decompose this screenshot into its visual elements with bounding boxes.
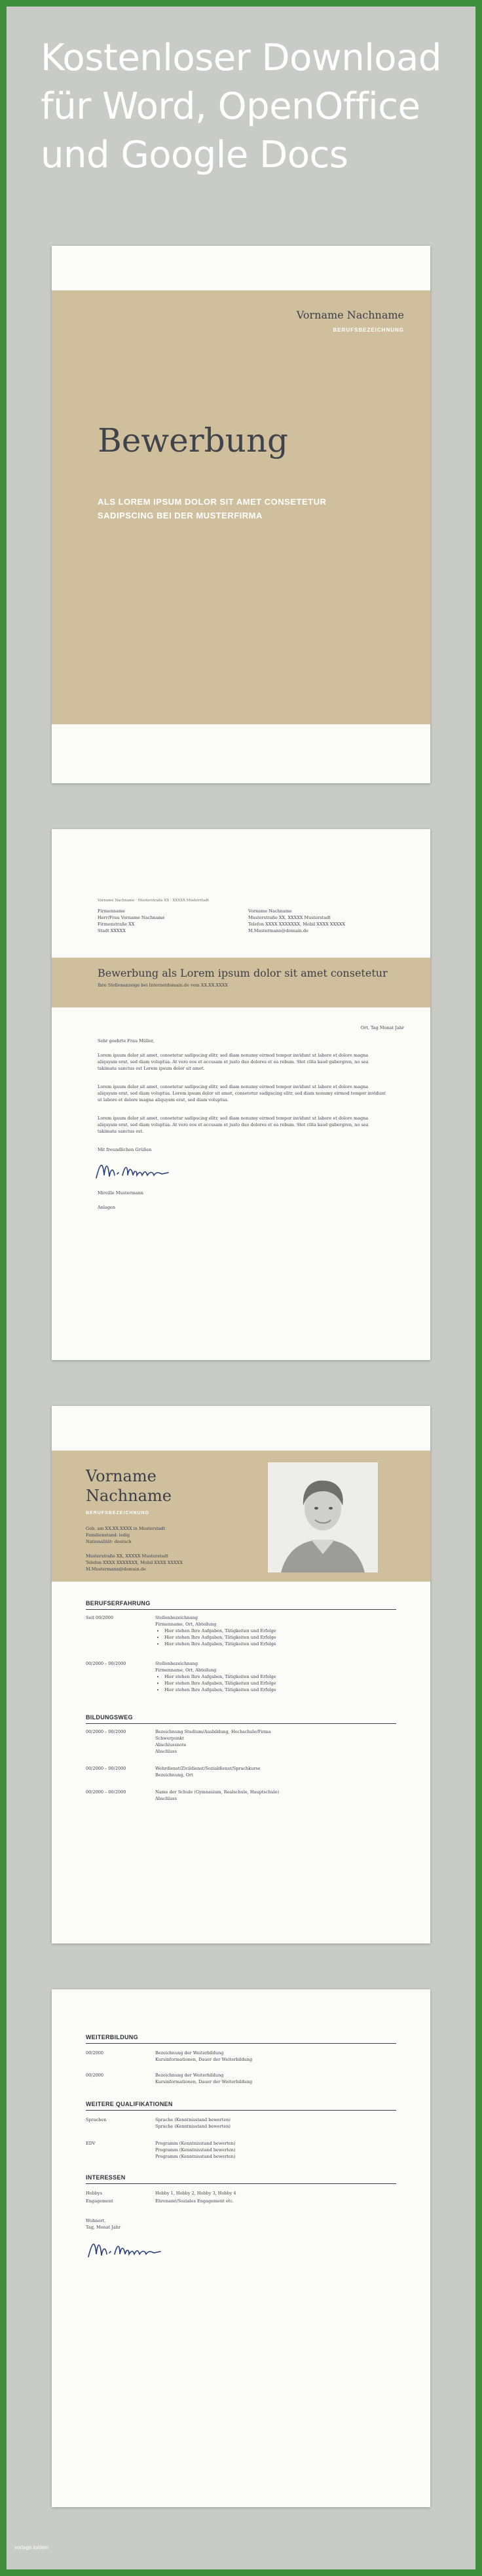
qualification-entry	[155, 2117, 391, 2130]
section-divider	[86, 1609, 396, 1610]
section-divider	[86, 2043, 396, 2044]
qualification-line: Programm (Kenntnisstand bewerten)	[155, 2141, 236, 2146]
address-line: Firmenname	[98, 908, 125, 914]
address-line: Firmenstraße XX	[98, 922, 135, 927]
hero-heading	[41, 34, 460, 180]
qualification-line: Sprache (Kenntnisstand bewerten)	[155, 2124, 231, 2129]
recipient-address	[98, 908, 164, 934]
further-line: Bezeichnung der Weiterbildung	[155, 2073, 224, 2078]
section-divider	[86, 2183, 396, 2184]
signature-icon	[94, 1156, 172, 1188]
letter-paragraph: Lorem ipsum dolor sit amet, consetetur sadipscing elitr, sed diam nonumy eirmod tempor invidunt ut labore et dolore magna aliquyam erat, sed diam voluptua. Lorem ipsum dolor sit amet, consetetur sadipscing elitr, sed diam nonumy eirmod tempor invidunt ut labore et dolore magna aliquyam erat, sed diam voluptua.	[98, 1084, 386, 1103]
info-line: Familienstand: ledig	[86, 1532, 130, 1538]
education-line: Name der Schule (Gymnasium, Realschule, Hauptschule)	[155, 1789, 280, 1795]
education-line: Schwerpunkt	[155, 1736, 184, 1741]
task-bullet: • Hier stehen Ihre Aufgaben, Tätigkeiten und Erfolge	[164, 1687, 391, 1693]
education-entry	[155, 1765, 391, 1778]
experience-entry	[155, 1660, 391, 1693]
education-entry	[155, 1789, 391, 1802]
further-line: Kursinformationen, Dauer der Weiterbildung	[155, 2057, 253, 2062]
period: 00/2000 – 00/2000	[86, 1661, 126, 1666]
task-bullet: • Hier stehen Ihre Aufgaben, Tätigkeiten und Erfolge	[164, 1680, 391, 1687]
cv-contact-info	[86, 1553, 183, 1572]
qualification-line: Programm (Kenntnisstand bewerten)	[155, 2154, 236, 2159]
task-bullet: • Hier stehen Ihre Aufgaben, Tätigkeiten und Erfolge	[164, 1628, 391, 1634]
address-line: Stadt XXXXX	[98, 928, 126, 933]
company: Firmenname, Ort, Abteilung	[155, 1668, 217, 1673]
cv-page-2	[52, 1989, 430, 2507]
letter-subject: Bewerbung als Lorem ipsum dolor sit amet consetetur	[98, 967, 388, 979]
period: Seit 00/2000	[86, 1615, 114, 1620]
qualification-entry	[155, 2140, 391, 2160]
portrait-photo	[268, 1462, 378, 1572]
info-line: M.Mustermann@domain.de	[86, 1567, 146, 1572]
task-bullet: • Hier stehen Ihre Aufgaben, Tätigkeiten und Erfolge	[164, 1641, 391, 1647]
task-bullet: • Hier stehen Ihre Aufgaben, Tätigkeiten und Erfolge	[164, 1634, 391, 1641]
education-line: Wehrdienst/Zivildienst/Sozialdienst/Sprachkurse	[155, 1766, 261, 1771]
sender-contact	[248, 908, 345, 934]
education-line: Abschluss	[155, 1796, 177, 1801]
education-line: Abschluss	[155, 1749, 177, 1754]
section-divider	[86, 2110, 396, 2111]
info-line: Telefon XXXX XXXXXXX, Mobil XXXX XXXXX	[86, 1560, 183, 1565]
letter-page	[52, 829, 430, 1360]
experience-entry	[155, 1614, 391, 1647]
company: Firmenname, Ort, Abteilung	[155, 1622, 217, 1627]
section-divider	[86, 1723, 396, 1724]
signer-name: Mireille Mustermann	[98, 1190, 143, 1196]
attachments-label: Anlagen	[98, 1205, 116, 1210]
letter-date: Ort, Tag Monat Jahr	[360, 1025, 404, 1030]
info-line: Geb. am XX.XX.XXXX in Musterstadt	[86, 1526, 166, 1531]
cv-name	[86, 1466, 172, 1506]
cv-page	[52, 1406, 430, 1943]
qualification-line: Sprache (Kenntnisstand bewerten)	[155, 2117, 231, 2122]
cover-subtitle: ALS LOREM IPSUM DOLOR SIT AMET CONSETETUR SADIPSCING BEI DER MUSTERFIRMA	[98, 497, 327, 520]
credit-text: vorlage.io/dein	[14, 2545, 49, 2550]
cover-name: Vorname Nachname	[296, 309, 404, 321]
letter-subject-sub: Ihre Stellenanzeige bei Internetdomain.de vom XX.XX.XXXX	[98, 983, 228, 988]
education-heading: BILDUNGSWEG	[86, 1714, 133, 1721]
education-line: Bezeichnung, Ort	[155, 1772, 193, 1778]
contact-line: Vorname Nachname	[248, 908, 292, 914]
interest-label: Hobbys	[86, 2191, 102, 2196]
education-entry	[155, 1728, 391, 1755]
contact-line: Telefon XXXX XXXXXXX, Mobil XXXX XXXXX	[248, 922, 345, 927]
interest-label: Engagement	[86, 2198, 113, 2204]
info-line: Nationalität: deutsch	[86, 1539, 132, 1544]
education-line: Abschlussnote	[155, 1742, 187, 1747]
contact-line: M.Mustermann@domain.de	[248, 928, 308, 933]
task-bullet: • Hier stehen Ihre Aufgaben, Tätigkeiten und Erfolge	[164, 1673, 391, 1680]
letter-greeting: Sehr geehrte Frau Müller,	[98, 1038, 155, 1044]
sender-line: Vorname Nachname · Musterstraße XX · XXXXX Musterstadt	[98, 899, 209, 903]
contact-line: Musterstraße XX, XXXXX Musterstadt	[248, 915, 331, 920]
letter-paragraph: Lorem ipsum dolor sit amet, consetetur sadipscing elitr, sed diam nonumy eirmod tempor invidunt ut labore et dolore magna aliquyam erat, sed diam voluptua. At vero eos et accusam et justo duo dolores et ea rebum. Stet clita kasd gubergren, no sea takimata sanctus est Lorem ipsum dolor sit amet.	[98, 1053, 369, 1071]
place-date	[86, 2217, 120, 2231]
cover-profession: BERUFSBEZEICHNUNG	[333, 327, 404, 333]
further-entry	[155, 2072, 391, 2085]
further-line: Bezeichnung der Weiterbildung	[155, 2050, 224, 2056]
hero-line: und Google Docs	[41, 134, 348, 176]
letter-closing: Mit freundlichen Grüßen	[98, 1147, 152, 1152]
period: 00/2000 – 00/2000	[86, 1729, 126, 1734]
qualification-label: EDV	[86, 2141, 96, 2146]
place-line: Wohnort,	[86, 2218, 106, 2223]
education-line: Bezeichnung Studium/Ausbildung, Hochschule/Firma	[155, 1729, 271, 1734]
cv-last-name: Nachname	[86, 1487, 172, 1505]
qualification-label: Sprachen	[86, 2117, 107, 2122]
address-line: Herr/Frau Vorname Nachname	[98, 915, 165, 920]
period: 00/2000	[86, 2050, 104, 2056]
cover-page	[52, 246, 430, 783]
experience-heading: BERUFSERFAHRUNG	[86, 1600, 151, 1607]
signature-icon	[86, 2234, 164, 2267]
cv-profession: BERUFSBEZEICHNUNG	[86, 1511, 150, 1515]
cv-personal-info	[86, 1525, 165, 1545]
info-line: Musterstraße XX, XXXXX Musterstadt	[86, 1553, 168, 1559]
interests-heading: INTERESSEN	[86, 2174, 126, 2181]
period: 00/2000	[86, 2073, 104, 2078]
interest-value: Hobby 1, Hobby 2, Hobby 3, Hobby 4	[155, 2191, 236, 2196]
further-entry	[155, 2050, 391, 2063]
hero-line: Kostenloser Download	[41, 37, 441, 79]
period: 00/2000 – 00/2000	[86, 1766, 126, 1771]
cv-first-name: Vorname	[86, 1467, 157, 1485]
interest-value: Ehrenamt/Soziales Engagement etc.	[155, 2198, 234, 2204]
job-title: Stellenbezeichnung	[155, 1661, 198, 1666]
cover-title: Bewerbung	[98, 421, 289, 459]
letter-paragraph: Lorem ipsum dolor sit amet, consetetur sadipscing elitr, sed diam nonumy eirmod tempor invidunt ut labore et dolore magna aliquyam erat, sed diam voluptua. At vero eos et accusam et justo duo dolores et ea rebum. Stet clita kasd gubergren, no sea takimata sanctus est.	[98, 1116, 369, 1134]
qualifications-heading: WEITERE QUALIFIKATIONEN	[86, 2101, 173, 2107]
further-education-heading: WEITERBILDUNG	[86, 2034, 138, 2040]
further-line: Kursinformationen, Dauer der Weiterbildung	[155, 2079, 253, 2084]
job-title: Stellenbezeichnung	[155, 1615, 198, 1620]
qualification-line: Programm (Kenntnisstand bewerten)	[155, 2147, 236, 2153]
period: 00/2000 – 00/2000	[86, 1789, 126, 1795]
hero-line: für Word, OpenOffice	[41, 85, 420, 128]
date-line: Tag, Monat Jahr	[86, 2225, 121, 2230]
